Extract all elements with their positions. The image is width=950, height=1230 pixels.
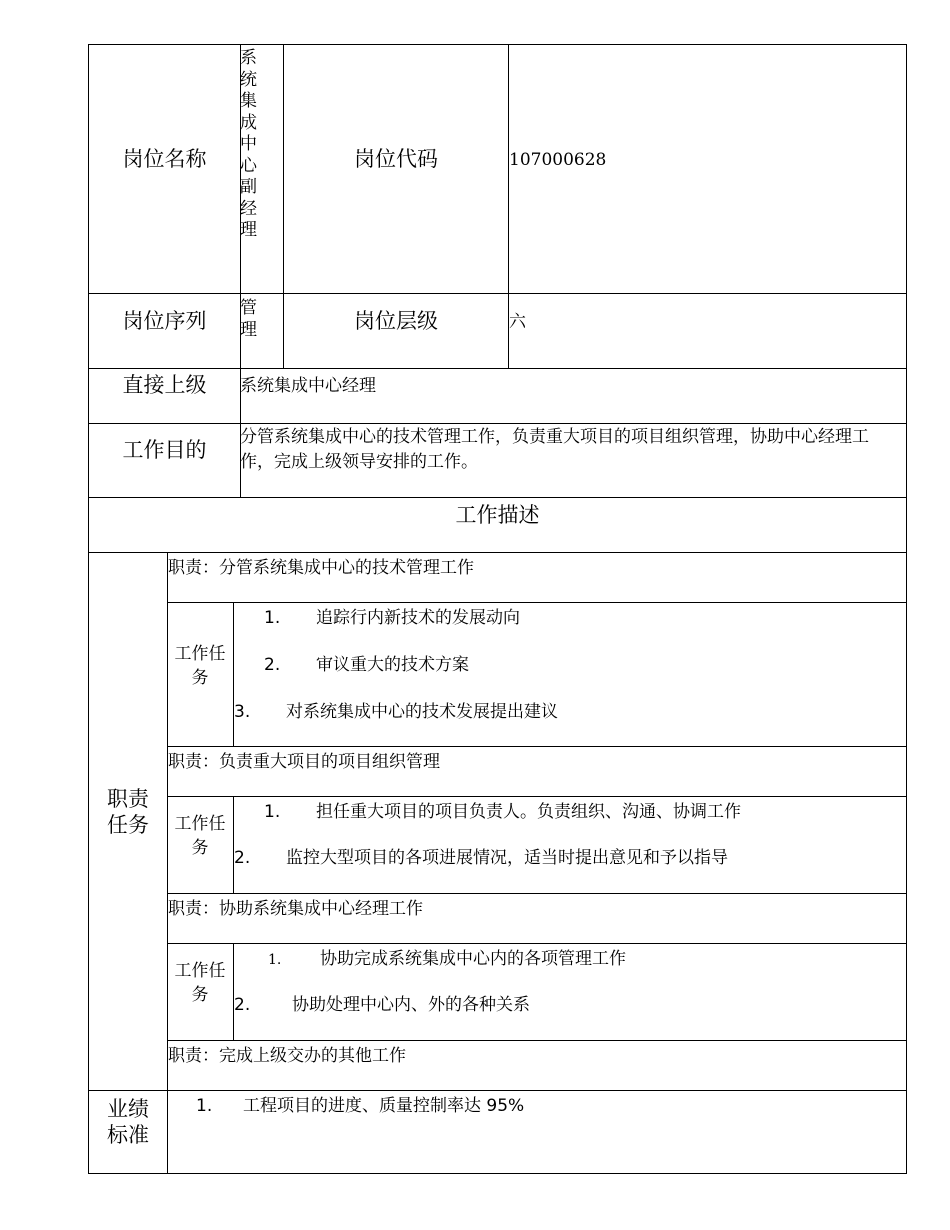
task-3-2: 2. 协助处理中心内、外的各种关系 xyxy=(234,995,530,1015)
superior-label: 直接上级 xyxy=(122,373,207,397)
work-description-title: 工作描述 xyxy=(455,503,540,527)
task-2-2: 2. 监控大型项目的各项进展情况，适当时提出意见和予以指导 xyxy=(234,848,728,868)
task-3-1: 1. 协助完成系统集成中心内的各项管理工作 xyxy=(268,949,626,969)
performance-item-1: 1. 工程项目的进度、质量控制率达 95% xyxy=(196,1096,525,1116)
duty-1: 职责：分管系统集成中心的技术管理工作 xyxy=(168,558,474,578)
task-label-2: 工作任 务 xyxy=(174,814,226,858)
duty-3: 职责：协助系统集成中心经理工作 xyxy=(168,899,423,919)
task-1-3: 3. 对系统集成中心的技术发展提出建议 xyxy=(234,702,558,722)
post-level-value: 六 xyxy=(509,312,526,332)
duties-tasks-label: 职责 任务 xyxy=(107,787,149,837)
post-level-label: 岗位层级 xyxy=(354,309,438,333)
task-1-2: 2. 审议重大的技术方案 xyxy=(264,655,469,675)
post-name-label: 岗位名称 xyxy=(122,147,207,171)
task-label-3: 工作任 务 xyxy=(174,961,226,1005)
task-1-1: 1. 追踪行内新技术的发展动向 xyxy=(264,608,520,628)
post-code-label: 岗位代码 xyxy=(354,147,438,171)
purpose-value: 分管系统集成中心的技术管理工作，负责重大项目的项目组织管理，协助中心经理工作，完成上级领导安排的工作。 xyxy=(240,427,869,472)
performance-label: 业绩 标准 xyxy=(107,1097,149,1147)
task-2-1: 1. 担任重大项目的项目负责人。负责组织、沟通、协调工作 xyxy=(264,802,741,822)
post-code-value: 107000628 xyxy=(509,150,607,170)
post-series-label: 岗位序列 xyxy=(122,309,207,333)
duty-4: 职责：完成上级交办的其他工作 xyxy=(168,1046,406,1066)
task-label-1: 工作任 务 xyxy=(174,644,226,688)
superior-value: 系统集成中心经理 xyxy=(240,376,376,396)
post-name-value: 系统集成中心副经理 xyxy=(240,48,257,240)
duty-2: 职责：负责重大项目的项目组织管理 xyxy=(168,752,440,772)
post-series-value: 管理 xyxy=(240,298,257,340)
purpose-label: 工作目的 xyxy=(122,438,207,462)
